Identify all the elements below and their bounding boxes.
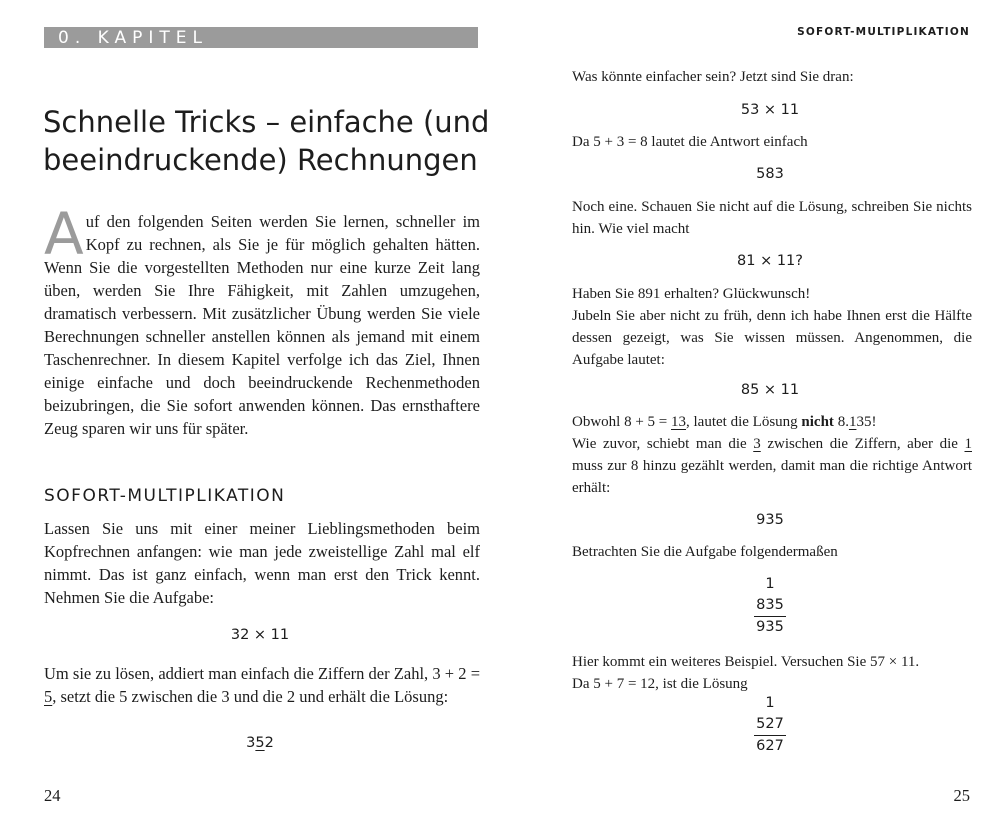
sum-number: 627 — [756, 738, 784, 754]
text-segment: Wie zuvor, schiebt man die — [572, 436, 754, 452]
partial-number: 835 — [756, 597, 784, 613]
text-segment: 35! — [856, 414, 877, 430]
text-segment: , setzt die 5 zwischen die 3 und die 2 und erhält die Lösung: — [52, 687, 449, 706]
page-title: Schnelle Tricks – einfache (und beeindruckende) Rechnungen — [43, 105, 490, 177]
paragraph-6 — [572, 411, 972, 433]
result-352 — [220, 733, 300, 753]
text-segment: , lautet die Lösung — [686, 414, 802, 430]
digit: 2 — [264, 735, 274, 751]
text-segment: 8. — [833, 414, 849, 430]
paragraph-intro-method: Lassen Sie uns mit einer meiner Lieblingsmethoden beim Kopfrechnen anfangen: wie man jede zweistellige Zahl mal elf nimmt. Das ist ganz einfach, wenn man erst den Trick kennt. Nehmen Sie die Aufgabe: — [44, 519, 480, 607]
underlined-digit: 1 — [848, 414, 857, 430]
paragraph-9: Hier kommt ein weiteres Beispiel. Versuchen Sie 57 × 11. — [572, 654, 920, 670]
underlined-digit: 5 — [255, 735, 265, 751]
carry-digit: 1 — [765, 695, 775, 711]
page-number-right: 25 — [953, 786, 970, 805]
paragraph-3: Noch eine. Schauen Sie nicht auf die Lösung, schreiben Sie nichts hin. Wie viel macht — [572, 199, 972, 237]
text-segment: zwischen die Ziffern, aber die — [760, 436, 965, 452]
page-number-left: 24 — [44, 786, 61, 805]
running-head: SOFORT-MULTIPLIKATION — [797, 26, 970, 38]
underlined-digit: 5 — [44, 687, 53, 706]
sum-number: 935 — [756, 619, 784, 635]
intro-text: uf den folgenden Seiten werden Sie lernen, schneller im Kopf zu rechnen, als Sie je für möglich gehalten hätten. Wenn Sie die vorgestellten Methoden nur eine kurze Zeit lang üben, werden Sie Ihre Fähigkeit, mit Zahlen umzugehen, dramatisch verbessern. Mit zusätzlicher Übung werden Sie viele Berechnungen schneller anstellen können als jemand mit einem Taschenrechner. In diesem Kapitel verfolge ich das Ziel, Ihnen einige einfache und doch beeindruckende Rechenmethoden beizubringen, die Sie sofort anwenden können. Das ernsthaftere Zeug sparen wir uns für später. — [44, 212, 480, 438]
equation-81x11: 81 × 11? — [737, 253, 803, 269]
chapter-bar — [44, 27, 478, 48]
underlined-digit: 3 — [753, 436, 761, 452]
equation-53x11: 53 × 11 — [740, 102, 800, 118]
drop-cap: A — [44, 200, 84, 268]
equation-85x11: 85 × 11 — [740, 382, 800, 398]
paragraph-1: Was könnte einfacher sein? Jetzt sind Sie dran: — [572, 69, 854, 85]
bold-word: nicht — [801, 414, 834, 430]
text-segment: Um sie zu lösen, addiert man einfach die Ziffern der Zahl, 3 + 2 = — [44, 664, 480, 683]
result-935: 935 — [756, 512, 784, 528]
result-583: 583 — [756, 166, 784, 182]
underlined-number: 13 — [671, 414, 687, 430]
paragraph-8: Betrachten Sie die Aufgabe folgendermaßen — [572, 544, 838, 560]
paragraph-solution — [44, 662, 480, 708]
underlined-digit: 1 — [964, 436, 972, 452]
paragraph-10: Da 5 + 7 = 12, ist die Lösung — [572, 676, 748, 692]
paragraph-2: Da 5 + 3 = 8 lautet die Antwort einfach — [572, 134, 808, 150]
intro-paragraph — [44, 200, 480, 440]
right-page — [500, 0, 1000, 821]
text-segment: muss zur 8 hinzu gezählt werden, damit man die richtige Antwort erhält: — [572, 458, 972, 496]
paragraph-7 — [572, 433, 972, 499]
text-segment: Obwohl 8 + 5 = — [572, 414, 672, 430]
equation-32x11: 32 × 11 — [230, 627, 290, 643]
chapter-label: 0. KAPITEL — [58, 28, 208, 48]
paragraph-5: Jubeln Sie aber nicht zu früh, denn ich habe Ihnen erst die Hälfte dessen gezeigt, was Sie wissen müssen. Angenommen, die Aufgabe lautet: — [572, 308, 972, 368]
addition-stack-835 — [740, 574, 800, 638]
paragraph-4: Haben Sie 891 erhalten? Glückwunsch! — [572, 286, 811, 302]
carry-digit: 1 — [765, 576, 775, 592]
section-heading: SOFORT-MULTIPLIKATION — [44, 486, 286, 506]
addition-stack-527 — [740, 693, 800, 757]
digit: 3 — [246, 735, 256, 751]
partial-number: 527 — [756, 716, 784, 732]
